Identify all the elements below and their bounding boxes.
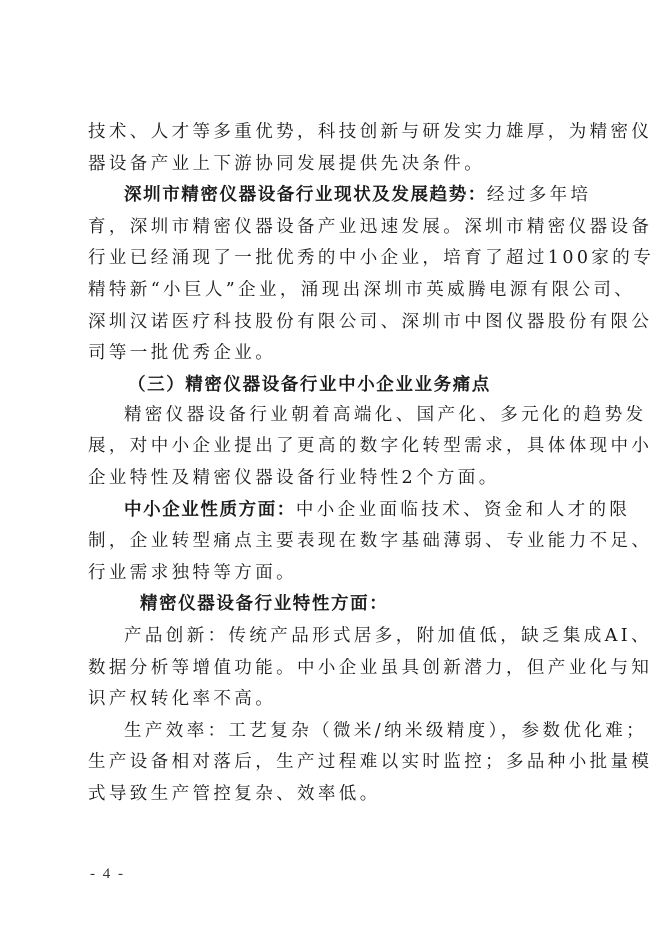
text-line: 育，深圳市精密仪器设备产业迅速发展。深圳市精密仪器设备: [88, 216, 653, 237]
text-line: 深圳汉诺医疗科技股份有限公司、深圳市中图仪器股份有限公: [88, 311, 653, 332]
paragraph-sme-nature: [88, 495, 653, 590]
subsection-heading: 精密仪器设备行业特性方面：: [140, 594, 389, 615]
text-line: 生产设备相对落后，生产过程难以实时监控；多品种小批量模: [88, 752, 653, 773]
page-number: - 4 -: [90, 866, 125, 882]
text-line: 器设备产业上下游协同发展提供先决条件。: [88, 153, 486, 174]
text-line: 司等一批优秀企业。: [88, 343, 277, 364]
text-line: 技术、人才等多重优势，科技创新与研发实力雄厚，为精密仪: [88, 122, 653, 142]
text-line: 式导致生产管控复杂、效率低。: [88, 783, 381, 804]
text-line: 行业需求独特等方面。: [88, 562, 297, 583]
text-span: 中小企业面临技术、资金和人才的限: [295, 499, 631, 520]
paragraph-shenzhen-status: [88, 180, 655, 370]
text-span: 经过多年培: [486, 185, 592, 206]
paragraph-lead-bold: 深圳市精密仪器设备行业现状及发展趋势：: [124, 185, 487, 206]
text-line: 生产效率：工艺复杂（微米/纳米级精度），参数优化难；: [124, 720, 648, 741]
text-line: 数据分析等增值功能。中小企业虽具创新潜力，但产业化与知: [88, 657, 653, 678]
text-line: 企业特性及精密仪器设备行业特性2个方面。: [88, 467, 500, 488]
text-line: 精特新“小巨人”企业，涌现出深圳市英威腾电源有限公司、: [88, 279, 636, 300]
text-line: 制，企业转型痛点主要表现在数字基础薄弱、专业能力不足、: [88, 531, 653, 552]
page-body: [88, 117, 655, 810]
text-line: 识产权转化率不高。: [88, 689, 277, 710]
paragraph-production-efficiency: [88, 716, 653, 811]
paragraph-industry-trend: [88, 400, 653, 495]
text-line: 产品创新：传统产品形式居多，附加值低，缺乏集成AI、: [124, 625, 652, 646]
text-line: 展，对中小企业提出了更高的数字化转型需求，具体体现中小: [88, 436, 653, 457]
paragraph-product-innovation: [88, 621, 653, 716]
text-line: 精密仪器设备行业朝着高端化、国产化、多元化的趋势发: [124, 404, 647, 425]
paragraph-lead-bold: 中小企业性质方面：: [124, 499, 296, 520]
section-heading: （三）精密仪器设备行业中小企业业务痛点: [128, 374, 491, 395]
text-line: [88, 180, 592, 212]
paragraph-continued: [88, 117, 653, 180]
text-line: 行业已经涌现了一批优秀的中小企业，培育了超过100家的专: [88, 248, 655, 269]
text-line: [88, 495, 631, 527]
